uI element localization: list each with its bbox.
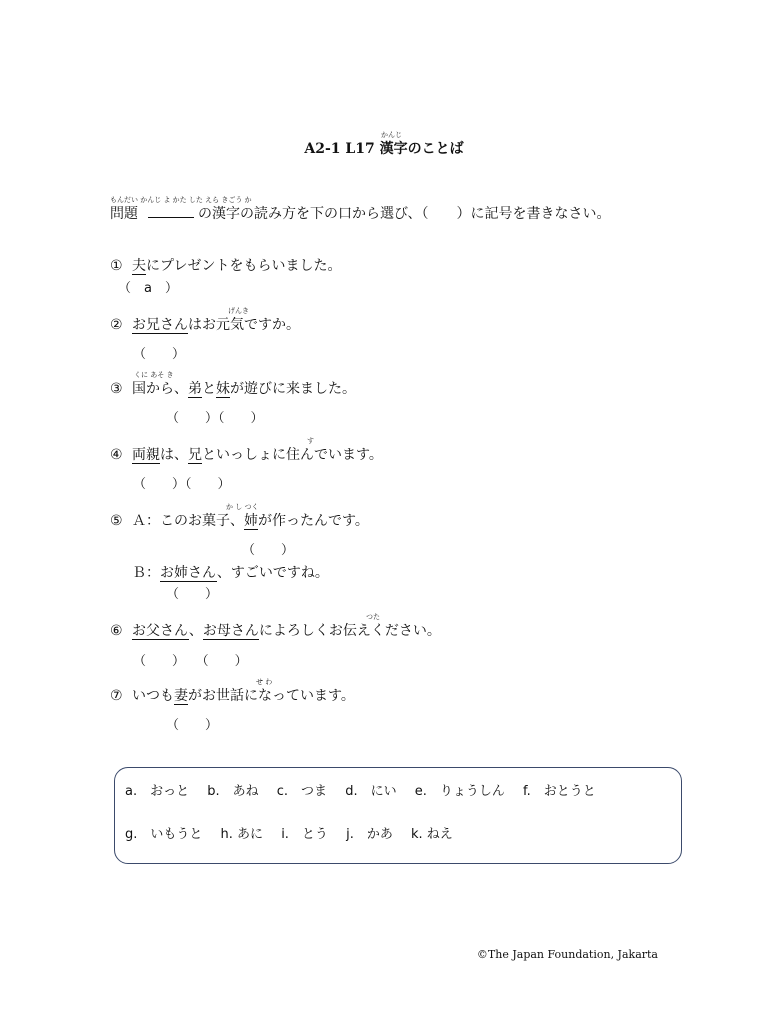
question-6 [110, 620, 441, 640]
underlined-word: 兄 [188, 447, 202, 463]
choice-h: h. あに [220, 827, 264, 842]
underlined-word: お母さん [202, 623, 259, 639]
question-number: ① [110, 258, 123, 274]
question-number: ⑦ [110, 688, 123, 704]
underlined-word: お父さん [132, 623, 189, 639]
choice-j: j. かあ [346, 827, 393, 842]
question-3 [110, 378, 356, 398]
ruby-6: つた [366, 613, 380, 621]
choice-g: g. いもうと [125, 827, 203, 842]
underlined-word: 夫 [132, 258, 146, 274]
underlined-word: 妻 [174, 688, 188, 704]
question-text: 、 [188, 623, 203, 639]
choices-row-1 [125, 780, 610, 799]
choice-f: f. おとうと [523, 784, 596, 799]
question-4 [110, 444, 383, 464]
choice-k: k. ねえ [410, 827, 453, 842]
question-text: 国から、 [132, 381, 188, 397]
answer-blank-6[interactable]: （ ） （ ） [133, 654, 248, 669]
question-2 [110, 314, 300, 334]
question-number: ③ [110, 381, 123, 397]
question-text: と [202, 381, 216, 397]
underlined-word: お兄さん [132, 317, 188, 333]
question-7 [110, 685, 355, 705]
question-number: ⑥ [110, 623, 123, 639]
instruction-ruby: もんだい かんじ よ かた した えら きごう か [110, 196, 252, 204]
answer-blank-2[interactable]: （ ） [133, 347, 186, 362]
answer-blank-7[interactable]: （ ） [166, 718, 219, 733]
question-5b [132, 562, 329, 582]
instruction-label: 問題 [110, 206, 138, 222]
underlined-word: 姉 [244, 513, 258, 529]
choice-b: b. あね [207, 784, 259, 799]
underlined-word: 両親 [132, 447, 160, 463]
page-title: A2-1 L17 漢字のことば [304, 141, 464, 157]
question-text: が作ったんです。 [258, 513, 369, 529]
question-text: いつも [132, 688, 174, 704]
question-text: によろしくお伝えください。 [258, 623, 441, 639]
title-ruby: かんじ [381, 131, 402, 139]
underlined-word: お姉さん [160, 565, 217, 581]
ruby-4: す [307, 437, 314, 445]
answer-blank-5a[interactable]: （ ） [242, 543, 295, 558]
instruction-text: の漢字の読み方を下の口から選び、（ ）に記号を書きなさい。 [198, 206, 611, 222]
question-number: ④ [110, 447, 123, 463]
answer-blank-1[interactable]: （ a ） [118, 281, 178, 296]
instruction [110, 203, 610, 223]
underlined-word: 弟 [188, 381, 202, 397]
question-5 [110, 510, 369, 530]
question-text: Ａ：このお菓子、 [132, 513, 244, 529]
question-text: といっしょに住んでいます。 [202, 447, 383, 463]
question-text: にプレゼントをもらいました。 [146, 258, 342, 274]
blank-line [148, 205, 194, 218]
choice-c: c. つま [276, 784, 328, 799]
ruby-2: げんき [228, 307, 249, 315]
underlined-word: 妹 [216, 381, 230, 397]
question-number: ⑤ [110, 513, 123, 529]
answer-blank-3[interactable]: （ ）（ ） [166, 411, 264, 426]
choice-e: e. りょうしん [414, 784, 505, 799]
ruby-7: せ わ [256, 678, 273, 686]
choices-row-2 [125, 823, 467, 842]
question-text: Ｂ： [132, 565, 160, 581]
question-text: がお世話になっています。 [188, 688, 355, 704]
question-1 [110, 255, 341, 275]
choice-d: d. にい [345, 784, 397, 799]
choice-a: a. おっと [125, 784, 190, 799]
question-text: はお元気ですか。 [188, 317, 300, 333]
question-text: は、 [160, 447, 188, 463]
answer-blank-5b[interactable]: （ ） [166, 587, 219, 602]
choice-i: i. とう [281, 827, 328, 842]
question-text: が遊びに来ました。 [230, 381, 356, 397]
question-text: 、すごいですね。 [216, 565, 329, 581]
ruby-5: か し つく [226, 503, 259, 511]
copyright-footer: ©The Japan Foundation, Jakarta [476, 948, 658, 961]
question-number: ② [110, 317, 123, 333]
answer-blank-4[interactable]: （ ）（ ） [133, 477, 231, 492]
ruby-3: くに あそ き [134, 371, 174, 379]
